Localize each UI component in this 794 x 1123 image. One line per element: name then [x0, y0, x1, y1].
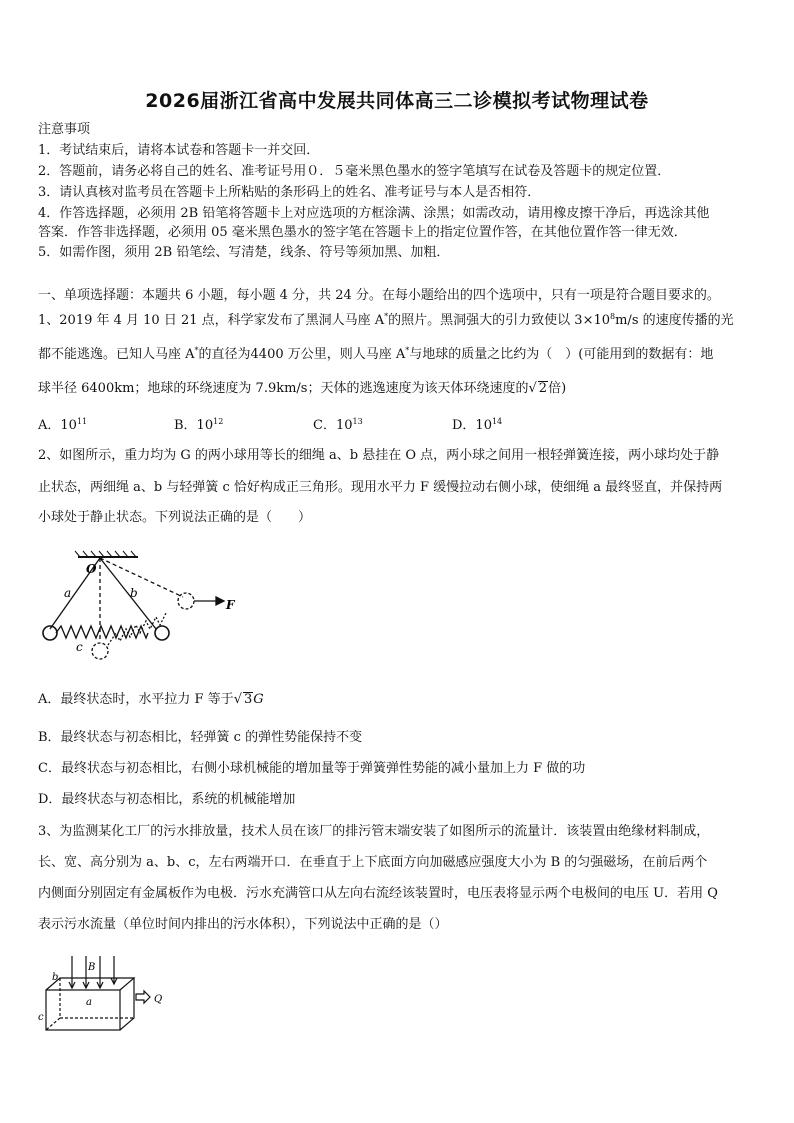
q2-line: 小球处于静止状态。下列说法正确的是（ ）: [38, 510, 312, 525]
notice-item: 1．考试结束后，请将本试卷和答题卡一并交回．: [38, 143, 320, 158]
q3-line: 3、为监测某化工厂的污水排放量，技术人员在该厂的排污管末端安装了如图所示的流量计．该装置由绝缘材料制成，: [38, 824, 710, 839]
notice-item: 答案．作答非选择题，必须用 05 毫米黑色墨水的签字笔在答题卡上的指定位置作答，在其他位置作答一律无效．: [38, 225, 687, 240]
notice-item: 2．答题前，请务必将自己的姓名、准考证号用０．５毫米黑色墨水的签字笔填写在试卷及答题卡的规定位置．: [38, 164, 671, 179]
notice-item: 5．如需作图，须用 2B 铅笔绘、写清楚，线条、符号等须加黑、加粗．: [38, 245, 450, 260]
q3-line: 长、宽、高分别为 a、b、c，左右两端开口．在垂直于上下底面方向加磁感应强度大小为 B 的匀强磁场，在前后两个: [38, 855, 708, 870]
notice-item: 3．请认真核对监考员在答题卡上所粘贴的条形码上的姓名、准考证号与本人是否相符．: [38, 185, 541, 200]
q2-option-b: B．最终状态与初态相比，轻弹簧 c 的弹性势能保持不变: [38, 730, 363, 745]
q3-line: 内侧面分别固定有金属板作为电极．污水充满管口从左向右流经该装置时，电压表将显示两个电极间的电压 U．若用 Q: [38, 886, 718, 901]
q2-option-c: C．最终状态与初态相比，右侧小球机械能的增加量等于弹簧弹性势能的减小量加上力 F 做的功: [38, 761, 586, 776]
q1-option-a: A．$10^{11}$: [38, 417, 88, 433]
label-c: c: [38, 1012, 44, 1023]
label-b: b: [52, 972, 59, 983]
q1-line: 1、2019 年 4 月 10 日 21 点，科学家发布了黑洞人马座 A*的照片。黑洞强大的引力致使以 $3\times 10^8m/s$ 的速度传播的光: [38, 312, 734, 328]
label-a: a: [64, 586, 72, 600]
q2-option-a: A．最终状态时，水平拉力 F 等于√ 3G: [38, 692, 264, 707]
label-f: F: [226, 598, 235, 612]
q2-line: 止状态，两细绳 a、b 与轻弹簧 c 恰好构成正三角形。现用水平力 F 缓慢拉动右侧小球，使细绳 a 最终竖直，并保持两: [38, 480, 723, 495]
q1-option-c: C．$10^{13}$: [313, 417, 363, 433]
section-heading: 一、单项选择题：本题共 6 小题，每小题 4 分，共 24 分。在每小题给出的四个选项中，只有一项是符合题目要求的。: [38, 288, 720, 303]
notice-heading: 注意事项: [38, 122, 91, 137]
q2-figure: [38, 545, 238, 670]
q1-option-b: B．$10^{12}$: [174, 417, 224, 433]
label-B: B: [88, 962, 96, 973]
q3-figure: [36, 950, 176, 1040]
label-c: c: [76, 640, 83, 654]
q1-line: 都不能逃逸。已知人马座 A*的直径为4400 万公里，则人马座 A*与地球的质量之比约为（ ）(可能用到的数据有：地: [38, 346, 714, 362]
q1-option-d: D．$10^{14}$: [452, 417, 503, 433]
q1-line: 球半径 6400km；地球的环绕速度为 7.9km/s；天体的逃逸速度为该天体环绕速度的√ 2倍): [38, 381, 567, 396]
label-q: Q: [154, 994, 163, 1005]
page-title: 2026届浙江省高中发展共同体高三二诊模拟考试物理试卷: [145, 90, 649, 112]
q2-line: 2、如图所示，重力均为 G 的两小球用等长的细绳 a、b 悬挂在 O 点，两小球之间用一根轻弹簧连接，两小球均处于静: [38, 448, 720, 463]
q3-line: 表示污水流量（单位时间内排出的污水体积），下列说法中正确的是（）: [38, 917, 448, 932]
label-b: b: [130, 586, 138, 600]
label-a: a: [86, 997, 92, 1008]
label-o: O: [86, 562, 97, 576]
notice-item: 4．作答选择题，必须用 2B 铅笔将答题卡上对应选项的方框涂满、涂黑；如需改动，请用橡皮擦干净后，再选涂其他: [38, 206, 710, 221]
q2-option-d: D．最终状态与初态相比，系统的机械能增加: [38, 792, 296, 807]
